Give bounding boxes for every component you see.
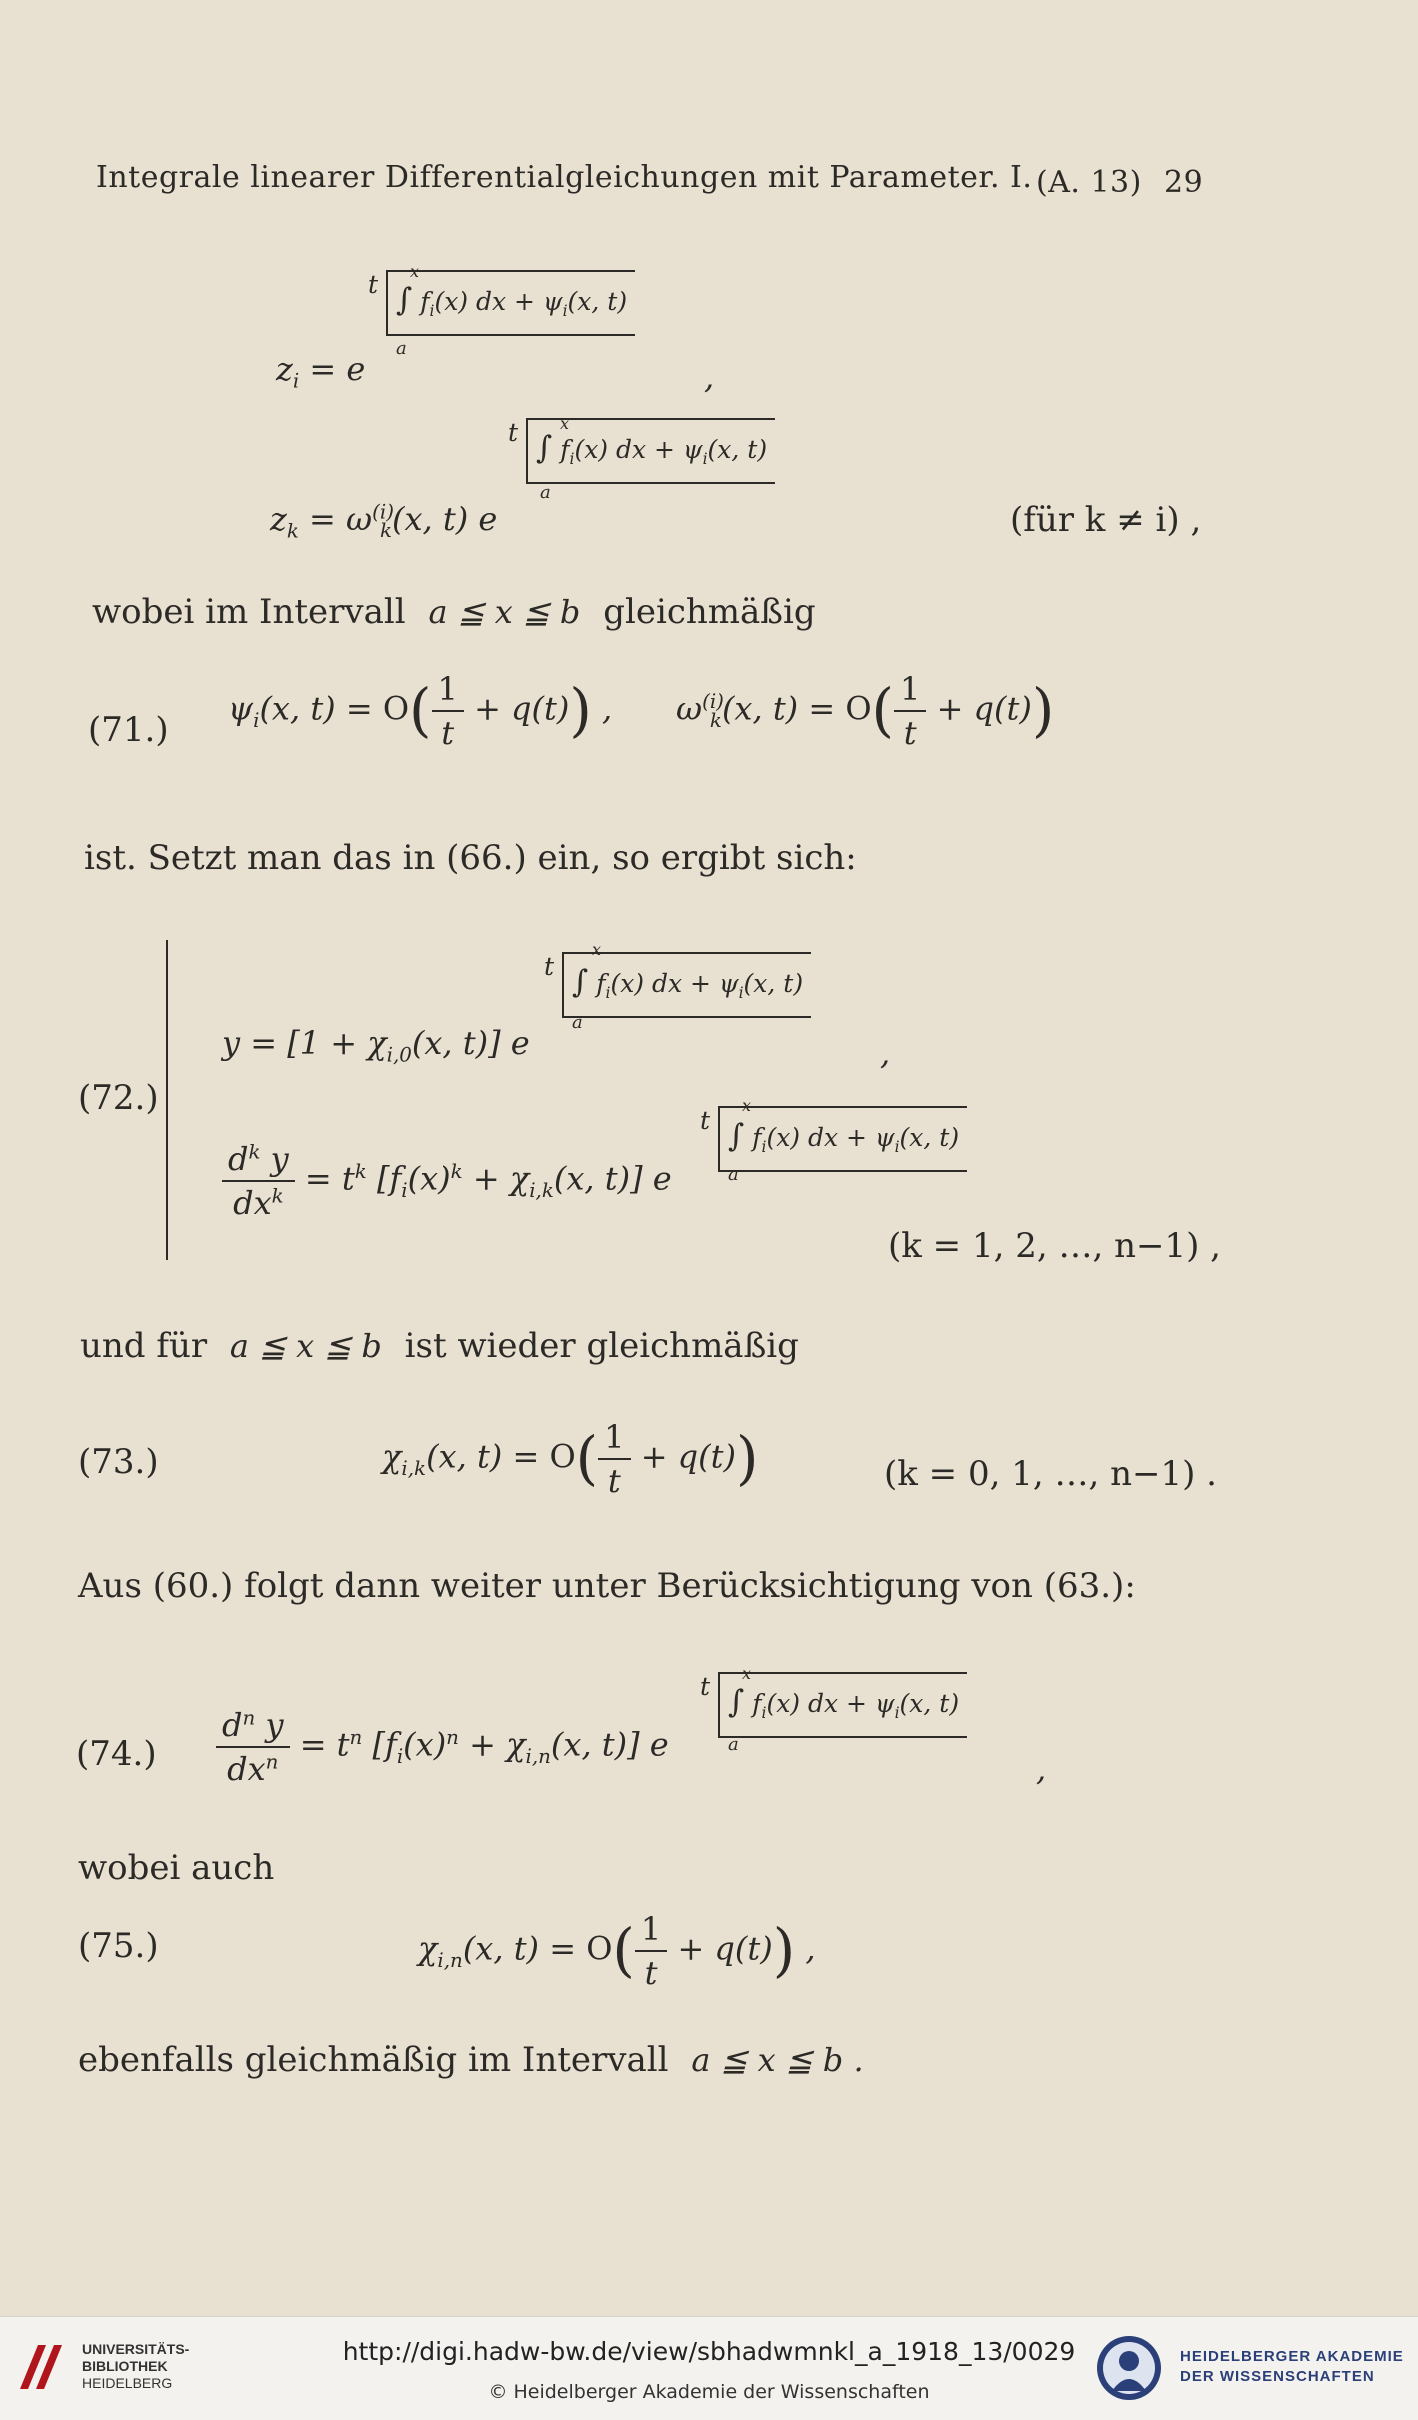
text-aus: Aus (60.) folgt dann weiter unter Berücksichtigung von (63.):	[78, 1566, 1136, 1606]
zi-int-upper: x	[410, 262, 420, 281]
eq73-condition: (k = 0, 1, …, n−1) .	[884, 1454, 1217, 1494]
running-title: Integrale linearer Differentialgleichungen mit Parameter. I.	[96, 160, 1033, 195]
eq71-part1: $\psi_i(x$, t) = O( $\frac{1}{t}$ + q(t)) ,	[228, 670, 613, 752]
eq72-line1-trail: ,	[880, 1034, 891, 1072]
zk-lhs: $z_k = \omega^{(i)}_k(x$, t) e	[270, 500, 498, 543]
zk-condition: (für k ≠ i) ,	[1010, 500, 1202, 540]
page-number: 29	[1164, 165, 1204, 200]
eq74-int-lower: a	[728, 1734, 739, 1755]
eq73-body: $\chi_{i,k}(x$, t) = O( $\frac{1}{t}$ + q(t))	[382, 1418, 759, 1500]
eq72-line2: $\frac{d^k y}{dx^k}$ = $t^k$ [$f_i(x)^k + \chi_{i,k}(x$, t)] e	[222, 1140, 672, 1222]
eq72-int-upper-2: x	[742, 1096, 752, 1115]
eq74-exponent: t ∫ $f_i(x)$ dx + $\psi_i(x$, t)	[700, 1672, 967, 1738]
eq72-int-lower-2: a	[728, 1164, 739, 1185]
eq72-brace	[166, 940, 168, 1260]
text-und-fuer: und für a ≦ x ≦ b ist wieder gleichmäßig	[80, 1326, 799, 1366]
zi-exponent: t ∫ $f_i(x)$ dx + $\psi_i(x$, t)	[368, 270, 635, 336]
eq74-int-upper: x	[742, 1664, 752, 1683]
zk-int-lower: a	[540, 482, 551, 503]
zi-lhs: $z_i = e$	[276, 350, 366, 393]
eq74-trail: ,	[1036, 1750, 1047, 1788]
zk-int-upper: x	[560, 414, 570, 433]
eq75-body: $\chi_{i,n}(x$, t) = O( $\frac{1}{t}$ + q(t)) ,	[418, 1910, 816, 1992]
zk-exponent: t ∫ $f_i(x)$ dx + $\psi_i(x$, t)	[508, 418, 775, 484]
eq75-number: (75.)	[78, 1926, 159, 1966]
eq74-number: (74.)	[76, 1734, 157, 1774]
text-wobei: wobei im Intervall a ≦ x ≦ b gleichmäßig	[92, 592, 816, 632]
zi-trail: ,	[704, 358, 715, 396]
eq72-exponent-1: t ∫ $f_i(x)$ dx + $\psi_i(x$, t)	[544, 952, 811, 1018]
eq72-int-upper-1: x	[592, 940, 602, 959]
eq72-exponent-2: t ∫ $f_i(x)$ dx + $\psi_i(x$, t)	[700, 1106, 967, 1172]
footer-bar	[0, 2316, 1418, 2420]
eq72-int-lower-1: a	[572, 1012, 583, 1033]
eq72-line1: $y = [1 + \chi_{i,0}(x$, t)] e	[222, 1024, 530, 1067]
eq71-number: (71.)	[88, 710, 169, 750]
series-number: (A. 13)	[1036, 165, 1142, 200]
text-ebenfalls: ebenfalls gleichmäßig im Intervall a ≦ x ≦ b .	[78, 2040, 864, 2080]
academy-name: HEIDELBERGER AKADEMIE DER WISSENSCHAFTEN	[1180, 2348, 1404, 2385]
eq71-part2: $\omega^{(i)}_k(x$, t) = O( $\frac{1}{t}$ + q(t))	[676, 670, 1055, 752]
eq72-condition: (k = 1, 2, …, n−1) ,	[888, 1226, 1221, 1266]
eq73-number: (73.)	[78, 1442, 159, 1482]
eq72-number: (72.)	[78, 1078, 159, 1118]
text-wobei-auch: wobei auch	[78, 1848, 275, 1888]
permalink-url[interactable]: http://digi.hadw-bw.de/view/sbhadwmnkl_a_1918_13/0029	[342, 2337, 1076, 2366]
eq74-body: $\frac{d^n y}{dx^n}$ = $t^n$ [$f_i(x)^n + \chi_{i,n}(x$, t)] e	[216, 1706, 669, 1788]
university-library-name: UNIVERSITÄTS- BIBLIOTHEK HEIDELBERG	[82, 2341, 190, 2391]
zi-int-lower: a	[396, 338, 407, 359]
academy-seal-icon	[1094, 2333, 1164, 2403]
text-ist-setzt: ist. Setzt man das in (66.) ein, so ergibt sich:	[84, 838, 857, 878]
copyright-notice: © Heidelberger Akademie der Wissenschaften	[488, 2381, 930, 2403]
